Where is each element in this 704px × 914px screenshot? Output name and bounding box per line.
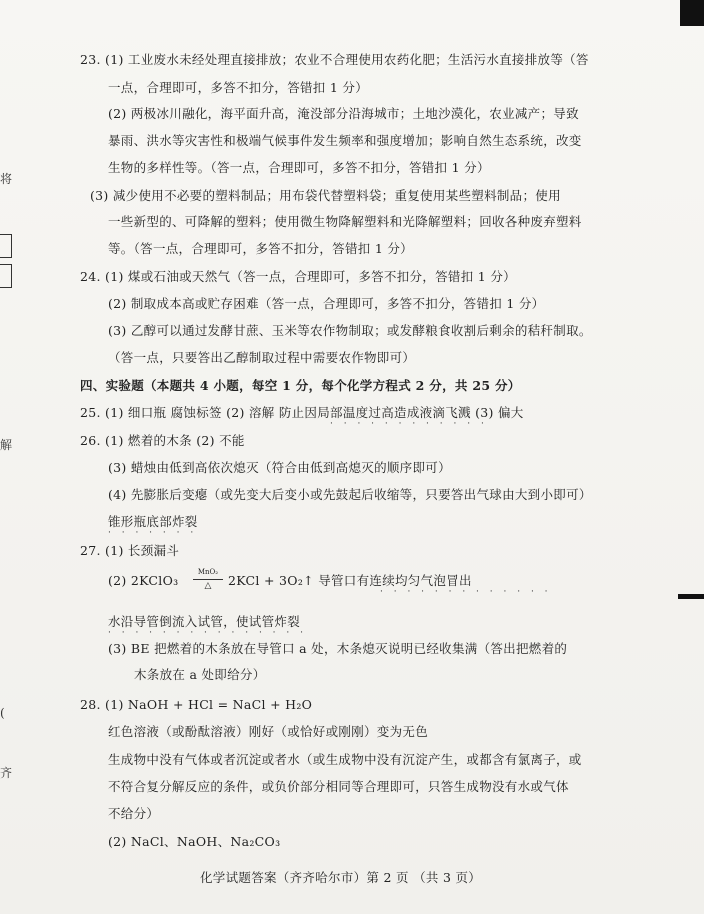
q23-line-7: 一些新型的、可降解的塑料；使用微生物降解塑料和光降解塑料；回收各种废弃塑料	[108, 214, 582, 229]
q23-line-1: 23. (1) 工业废水未经处理直接排放；农业不合理使用农药化肥；生活污水直接排放等（答	[80, 52, 589, 67]
left-margin-char-2: 解	[0, 438, 13, 452]
q26-emphasis-dots: · · · · · · ·	[108, 528, 198, 538]
q23-line-4: 暴雨、洪水等灾害性和极端气候事件发生频率和强度增加；影响自然生态系统，改变	[108, 133, 582, 148]
q28-line-1: 28. (1) NaOH + HCl = NaCl + H₂O	[80, 697, 313, 712]
q27-equation-right: 2KCl + 3O₂↑ 导管口有连续均匀气泡冒出	[228, 573, 472, 588]
q27-catalyst: MnO₂	[197, 568, 219, 576]
q27-line-1: 27. (1) 长颈漏斗	[80, 543, 180, 558]
q28-line-6: (2) NaCl、NaOH、Na₂CO₃	[108, 834, 281, 849]
q26-line-1: 26. (1) 燃着的木条 (2) 不能	[80, 433, 245, 448]
q28-line-4: 不符合复分解反应的条件，或负价部分相同等合理即可，只答生成物没有水或气体	[108, 779, 569, 794]
page-footer: 化学试题答案（齐齐哈尔市）第 2 页 （共 3 页）	[200, 870, 482, 885]
q27-line-4: (3) BE 把燃着的木条放在导管口 a 处，木条熄灭说明已经收集满（答出把燃着的	[108, 641, 568, 656]
q23-line-6: (3) 减少使用不必要的塑料制品；用布袋代替塑料袋；重复使用某些塑料制品；使用	[90, 188, 561, 203]
left-margin-char-4: 齐	[0, 766, 13, 780]
left-margin-char-3: (	[0, 706, 5, 720]
q23-line-2: 一点，合理即可，多答不扣分，答错扣 1 分）	[108, 80, 369, 95]
q27-emphasis-dots-1: · · · · · · · · · · · · ·	[380, 587, 552, 597]
q26-line-4: 锥形瓶底部炸裂	[108, 514, 198, 529]
q24-line-3: (3) 乙醇可以通过发酵甘蔗、玉米等农作物制取；或发酵粮食收割后剩余的秸秆制取。	[108, 323, 592, 338]
left-edge-box-upper	[0, 234, 12, 258]
q27-line-3: 水沿导管倒流入试管，使试管炸裂	[108, 614, 301, 629]
q28-line-2: 红色溶液（或酚酞溶液）刚好（或恰好或刚刚）变为无色	[108, 724, 429, 739]
binder-mark-top	[680, 0, 704, 26]
q27-condition: △	[204, 581, 212, 591]
q28-line-3: 生成物中没有气体或者沉淀或者水（或生成物中没有沉淀产生，或都含有氯离子，或	[108, 752, 582, 767]
q28-line-5: 不给分）	[108, 806, 160, 821]
q27-reaction-arrow	[193, 579, 223, 580]
q25-emphasis-dots: · · · · · · · · · · · ·	[330, 419, 488, 429]
q26-line-2: (3) 蜡烛由低到高依次熄灭（符合由低到高熄灭的顺序即可）	[108, 460, 451, 475]
q24-line-4: （答一点，只要答出乙醇制取过程中需要农作物即可）	[108, 350, 416, 365]
q23-line-3: (2) 两极冰川融化，海平面升高，淹没部分沿海城市；土地沙漠化，农业减产；导致	[108, 106, 579, 121]
q25-line-1: 25. (1) 细口瓶 腐蚀标签 (2) 溶解 防止因局部温度过高造成液滴飞溅 (3) 偏大	[80, 405, 524, 420]
left-edge-box-lower	[0, 264, 12, 288]
left-margin-char-1: 将	[0, 172, 13, 186]
section-heading: 四、实验题（本题共 4 小题，每空 1 分，每个化学方程式 2 分，共 25 分）	[80, 378, 521, 393]
q26-line-3: (4) 先膨胀后变瘪（或先变大后变小或先鼓起后收缩等，只要答出气球由大到小即可）	[108, 487, 592, 502]
q23-line-5: 生物的多样性等。（答一点，合理即可，多答不扣分，答错扣 1 分）	[108, 160, 490, 175]
binder-mark-middle	[678, 594, 704, 599]
q27-equation-left: (2) 2KClO₃	[108, 573, 179, 588]
q24-line-1: 24. (1) 煤或石油或天然气（答一点，合理即可，多答不扣分，答错扣 1 分）	[80, 269, 516, 284]
q27-emphasis-dots-2: · · · · · · · · · · · · · · ·	[108, 628, 307, 638]
q24-line-2: (2) 制取成本高或贮存困难（答一点，合理即可，多答不扣分，答错扣 1 分）	[108, 296, 545, 311]
q27-line-5: 木条放在 a 处即给分）	[134, 667, 266, 682]
q23-line-8: 等。（答一点，合理即可，多答不扣分，答错扣 1 分）	[108, 241, 413, 256]
